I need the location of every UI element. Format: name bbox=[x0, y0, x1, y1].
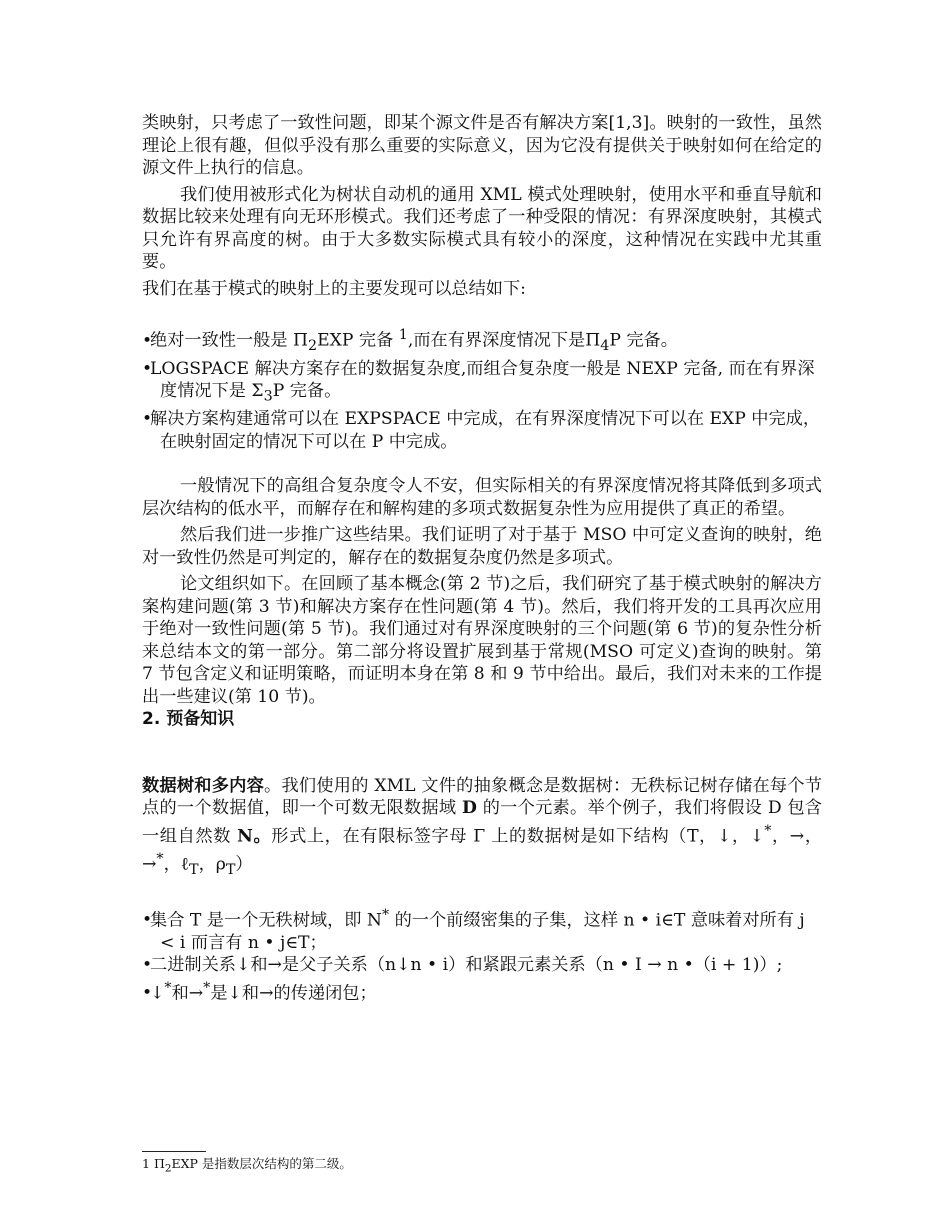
paragraph-6: 论文组织如下。在回顾了基本概念(第 2 节)之后，我们研究了基于模式映射的解决方案构建问题(第 3 节)和解决方案存在性问题(第 4 节)。然后，我们将开发的工具再次应用于绝对一致性问题(第 5 节)。我们通过对有界深度映射的三个问题(第 6 节)的复杂性分析来总结本文的第一部分。第二部分将设置扩展到基于常规(MSO 可定义)查询的映射。第 7 节包含定义和证明策略，而证明本身在第 8 和 9 节中给出。最后，我们对未来的工作提出一些建议(第 10 节)。 bbox=[142, 574, 822, 707]
page-body bbox=[142, 112, 822, 1005]
paragraph-2: 我们使用被形式化为树状自动机的通用 XML 模式处理映射，使用水平和垂直导航和数据比较来处理有向无环形模式。我们还考虑了一种受限的情况：有界深度映射，其模式只允许有界高度的树。由于大多数实际模式具有较小的深度，这种情况在实践中尤其重要。 bbox=[142, 184, 822, 272]
finding-item-2: •LOGSPACE 解决方案存在的数据复杂度,而组合复杂度一般是 NEXP 完备, 而在有界深度情况下是 $\Sigma_3P$ 完备。 bbox=[142, 358, 815, 405]
definition-list bbox=[142, 904, 822, 1005]
definition-item-3: •↓*和→*是↓和→的传递闭包； bbox=[142, 979, 377, 1004]
paragraph-5: 然后我们进一步推广这些结果。我们证明了对于基于 MSO 中可定义查询的映射，绝对一致性仍然是可判定的，解存在的数据复杂度仍然是多项式。 bbox=[142, 525, 822, 568]
lead-term: 数据树和多内容 bbox=[142, 775, 265, 796]
data-tree-paragraph: 数据树和多内容。我们使用的 XML 文件的抽象概念是数据树：无秩标记树存储在每个节点的一个数据值，即一个可数无限数据域 D 的一个元素。举个例子，我们将假设 D 包含一组自然数 N。形式上，在有限标签字母 Γ 上的数据树是如下结构（T，↓，↓*，→，→*，ℓ$_T$，$\rho_T$） bbox=[142, 775, 823, 879]
definition-item-1: •集合 T 是一个无秩树域，即 N* 的一个前缀密集的子集，这样 n • i∈T 意味着对所有 j < i 而言有 n • j∈T； bbox=[142, 906, 805, 953]
footnote: 1 $\Pi_2EXP$ 是指数层次结构的第二级。 bbox=[142, 1156, 352, 1175]
definition-item-2: •二进制关系↓和→是父子关系（n↓n • i）和紧跟元素关系（n • I → n •（i + 1)）; bbox=[142, 955, 783, 976]
finding-item-1: •绝对一致性一般是 $\Pi_2EXP$ 完备 $^1$,而在有界深度情况下是$\Pi_4P$ 完备。 bbox=[142, 327, 678, 355]
section-heading: 2. 预备知识 bbox=[142, 709, 235, 730]
paragraph-3: 我们在基于模式的映射上的主要发现可以总结如下: bbox=[142, 278, 526, 299]
footnote-rule bbox=[142, 1151, 206, 1152]
paragraph-4: 一般情况下的高组合复杂度令人不安，但实际相关的有界深度情况将其降低到多项式层次结构的低水平，而解存在和解构建的多项式数据复杂性为应用提供了真正的希望。 bbox=[142, 476, 822, 519]
paragraph-1: 类映射，只考虑了一致性问题，即某个源文件是否有解决方案[1,3]。映射的一致性，虽然理论上很有趣，但似乎没有那么重要的实际意义，因为它没有提供关于映射如何在给定的源文件上执行的信息。 bbox=[142, 113, 822, 178]
bullet-mark: • bbox=[142, 409, 153, 430]
finding-item-3: •解决方案构建通常可以在 EXPSPACE 中完成，在有界深度情况下可以在 EXP 中完成，在映射固定的情况下可以在 P 中完成。 bbox=[142, 409, 821, 452]
bullet-mark: • bbox=[142, 358, 153, 379]
bullet-mark: • bbox=[142, 910, 153, 931]
bullet-mark: • bbox=[142, 330, 153, 351]
bullet-mark: • bbox=[142, 955, 153, 976]
bullet-mark: • bbox=[142, 983, 153, 1004]
findings-list bbox=[142, 324, 822, 453]
